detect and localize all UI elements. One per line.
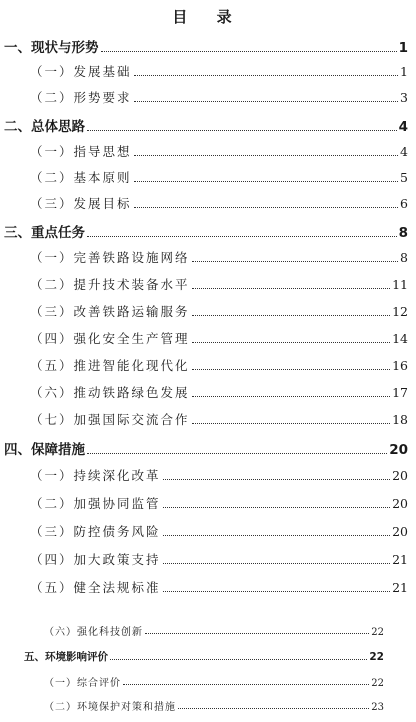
toc-entry-label: （六）推动铁路绿色发展	[30, 385, 190, 400]
toc-entry-page: 14	[392, 331, 408, 346]
toc-entry-label: （三）发展目标	[30, 196, 132, 211]
dot-leader	[163, 562, 391, 564]
dot-leader	[110, 658, 367, 660]
toc-entry-label: （五）健全法规标准	[30, 580, 161, 595]
dot-leader	[101, 50, 397, 52]
toc-entry-2-1[interactable]	[30, 142, 408, 160]
dot-leader	[192, 341, 391, 343]
dot-leader	[192, 260, 399, 262]
toc-entry-label: （二）加强协同监管	[30, 496, 161, 511]
toc-entry-label: （一）发展基础	[30, 64, 132, 79]
toc-entry-label: （三）防控债务风险	[30, 524, 161, 539]
dot-leader	[163, 478, 391, 480]
toc-entry-section-1[interactable]	[4, 36, 408, 56]
toc-entry-page: 21	[392, 580, 408, 595]
toc-entry-label: （二）环境保护对策和措施	[44, 702, 176, 713]
toc-entry-section-4[interactable]	[4, 438, 408, 458]
toc-entry-page: 1	[398, 40, 408, 56]
toc-entry-label: （四）加大政策支持	[30, 552, 161, 567]
toc-entry-label: 二、总体思路	[4, 119, 85, 135]
toc-entry-3-2[interactable]	[30, 275, 408, 293]
toc-entry-label: （五）推进智能化现代化	[30, 358, 190, 373]
toc-entry-5-1[interactable]	[44, 674, 384, 689]
toc-entry-page: 8	[398, 225, 408, 241]
toc-entry-page: 5	[400, 170, 408, 185]
dot-leader	[192, 395, 391, 397]
toc-entry-section-2[interactable]	[4, 115, 408, 135]
toc-entry-section-3[interactable]	[4, 221, 408, 241]
toc-entry-page: 4	[400, 144, 408, 159]
toc-entry-4-3[interactable]	[30, 522, 408, 540]
dot-leader	[134, 180, 399, 182]
toc-entry-label: （一）持续深化改革	[30, 468, 161, 483]
toc-entry-page: 20	[389, 442, 408, 458]
toc-entry-page: 6	[400, 196, 408, 211]
toc-entry-label: 一、现状与形势	[4, 40, 99, 56]
dot-leader	[87, 235, 397, 237]
toc-entry-label: 四、保障措施	[4, 442, 85, 458]
dot-leader	[123, 683, 369, 685]
toc-entry-3-1[interactable]	[30, 248, 408, 266]
toc-entry-label: （一）综合评价	[44, 678, 121, 689]
dot-leader	[134, 154, 399, 156]
toc-entry-page: 3	[400, 90, 408, 105]
toc-entry-3-4[interactable]	[30, 329, 408, 347]
toc-entry-label: （七）加强国际交流合作	[30, 412, 190, 427]
toc-entry-label: （一）完善铁路设施网络	[30, 250, 190, 265]
toc-entry-page: 22	[371, 627, 384, 638]
toc-entry-page: 22	[369, 651, 384, 663]
toc-entry-1-1[interactable]	[30, 62, 408, 80]
dot-leader	[134, 74, 399, 76]
toc-entry-page: 18	[392, 412, 408, 427]
dot-leader	[163, 590, 391, 592]
dot-leader	[192, 287, 391, 289]
toc-entry-section-5[interactable]	[24, 649, 384, 664]
dot-leader	[87, 452, 387, 454]
dot-leader	[87, 129, 397, 131]
toc-entry-3-3[interactable]	[30, 302, 408, 320]
toc-entry-3-5[interactable]	[30, 356, 408, 374]
dot-leader	[178, 707, 369, 709]
toc-entry-label: （六）强化科技创新	[44, 627, 143, 638]
toc-entry-2-2[interactable]	[30, 168, 408, 186]
dot-leader	[134, 100, 399, 102]
toc-entry-page: 11	[392, 277, 408, 292]
toc-entry-page: 16	[392, 358, 408, 373]
toc-entry-label: 三、重点任务	[4, 225, 85, 241]
toc-entry-page: 20	[392, 524, 408, 539]
toc-entry-5-2[interactable]	[44, 698, 384, 713]
dot-leader	[192, 314, 391, 316]
toc-entry-label: 五、环境影响评价	[24, 651, 108, 663]
dot-leader	[192, 422, 391, 424]
toc-entry-page: 21	[392, 552, 408, 567]
toc-entry-page: 23	[371, 702, 384, 713]
toc-entry-4-1[interactable]	[30, 466, 408, 484]
dot-leader	[145, 632, 369, 634]
toc-entry-page: 17	[392, 385, 408, 400]
toc-entry-4-6[interactable]	[44, 623, 384, 638]
toc-entry-2-3[interactable]	[30, 194, 408, 212]
toc-entry-label: （四）强化安全生产管理	[30, 331, 190, 346]
toc-entry-page: 12	[392, 304, 408, 319]
toc-entry-page: 22	[371, 678, 384, 689]
toc-entry-label: （二）形势要求	[30, 90, 132, 105]
toc-entry-label: （二）基本原则	[30, 170, 132, 185]
toc-entry-page: 8	[400, 250, 408, 265]
dot-leader	[163, 506, 391, 508]
toc-entry-page: 1	[400, 64, 408, 79]
toc-entry-3-7[interactable]	[30, 410, 408, 428]
toc-entry-3-6[interactable]	[30, 383, 408, 401]
toc-entry-4-5[interactable]	[30, 578, 408, 596]
toc-entry-4-4[interactable]	[30, 550, 408, 568]
toc-entry-1-2[interactable]	[30, 88, 408, 106]
dot-leader	[163, 534, 391, 536]
toc-entry-page: 20	[392, 496, 408, 511]
dot-leader	[134, 206, 399, 208]
toc-entry-label: （一）指导思想	[30, 144, 132, 159]
toc-entry-4-2[interactable]	[30, 494, 408, 512]
dot-leader	[192, 368, 391, 370]
toc-entry-page: 4	[398, 119, 408, 135]
toc-title: 目 录	[172, 8, 244, 26]
toc-entry-label: （二）提升技术装备水平	[30, 277, 190, 292]
toc-entry-page: 20	[392, 468, 408, 483]
toc-entry-label: （三）改善铁路运输服务	[30, 304, 190, 319]
